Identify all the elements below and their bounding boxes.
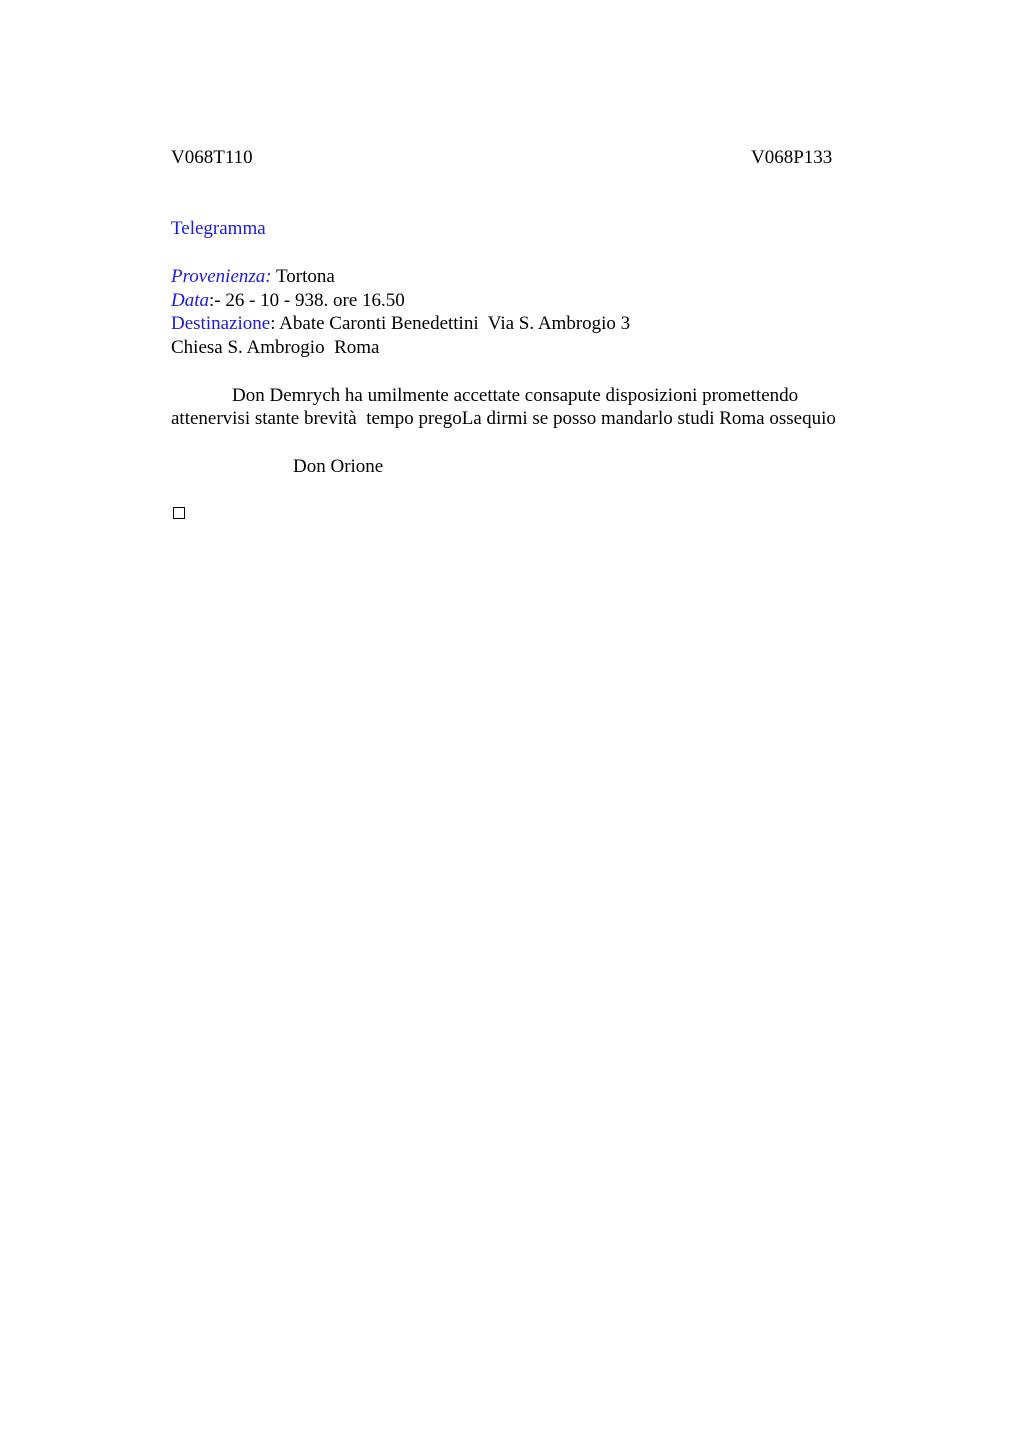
data-value: :- 26 - 10 - 938. ore 16.50 (209, 290, 405, 311)
provenienza-line (171, 265, 335, 289)
destinazione-line (171, 312, 630, 336)
destinazione-label: Destinazione (171, 313, 271, 334)
document-code-left: V068T110 (171, 147, 253, 168)
telegram-body-line2: attenervisi stante brevità tempo pregoLa dirmi se posso mandarlo studi Roma ossequio (171, 408, 836, 429)
telegram-body-line1: Don Demrych ha umilmente accettate consapute disposizioni promettendo (232, 385, 799, 406)
provenienza-label: Provenienza: (171, 266, 272, 287)
signature: Don Orione (293, 456, 384, 477)
telegram-title: Telegramma (171, 218, 266, 239)
destinazione-value: : Abate Caronti Benedettini Via S. Ambrogio 3 (270, 313, 631, 334)
destinazione-address-line2: Chiesa S. Ambrogio Roma (171, 337, 380, 358)
data-line (171, 289, 405, 313)
document-code-right: V068P133 (751, 147, 833, 168)
provenienza-value: Tortona (271, 266, 335, 287)
empty-checkbox[interactable] (173, 507, 185, 519)
data-label: Data (171, 290, 209, 311)
